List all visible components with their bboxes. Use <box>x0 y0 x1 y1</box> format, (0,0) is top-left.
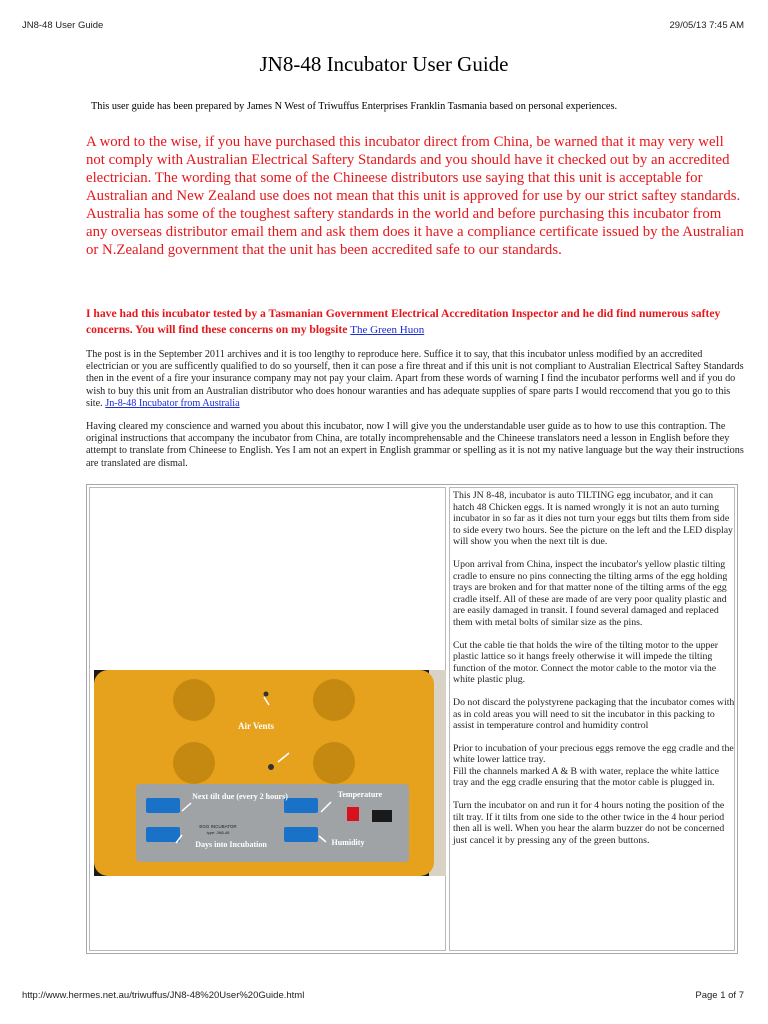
instructions-column <box>453 490 735 857</box>
instruction-paragraph: Turn the incubator on and run it for 4 hours noting the position of the tilt tray. If it tilts from one side to the other twice in the 4 hour period then all is well. When you hear the alarm buzzer do not be concerned just cancel it by pressing any of the green buttons. <box>453 800 725 846</box>
distributor-link[interactable]: Jn-8-48 Incubator from Australia <box>105 397 240 409</box>
air-vent-center <box>268 764 274 770</box>
tested-paragraph <box>86 306 746 338</box>
egg-window-2 <box>313 679 355 721</box>
print-footer-url: http://www.hermes.net.au/triwuffus/JN8-48%20User%20Guide.html <box>22 990 305 1001</box>
print-footer-page: Page 1 of 7 <box>695 990 744 1001</box>
power-socket <box>372 810 392 822</box>
egg-window-4 <box>313 742 355 784</box>
cleared-paragraph: Having cleared my conscience and warned you about this incubator, now I will give you the understandable user guide as to how to use this contraption. The original instructions that accompany the incubator from China, are totally incomprehensable and the Chineese translators need a lesson in English before they attempt to translate from Chineese to English. Yes I am not an expert in English grammar or spelling as it is not my native language but the way their instructions are translated are dismal. <box>86 421 744 469</box>
display-days <box>146 827 180 842</box>
print-header-datetime: 29/05/13 7:45 AM <box>669 20 744 31</box>
incubator-photo <box>94 670 446 876</box>
display-temperature <box>284 798 318 813</box>
panel-title: EGG INCUBATOR <box>199 824 237 829</box>
instruction-paragraph: Prior to incubation of your precious eggs remove the egg cradle and the white lower lattice tray. Fill the channels marked A & B with water, replace the white lattice tray and the egg cradle ensuring that the motor cable is plugged in. <box>453 742 734 789</box>
post-paragraph <box>86 349 746 410</box>
tested-text: I have had this incubator tested by a Tasmanian Government Electrical Accreditation Inspector and he did find numerous saftey concerns. You will find these concerns on my blogsite <box>86 307 721 336</box>
label-temperature: Temperature <box>337 790 383 799</box>
panel-type: type: JN8-48 <box>206 830 230 835</box>
display-humidity <box>284 827 318 842</box>
power-switch <box>347 807 359 821</box>
intro-paragraph: This user guide has been prepared by James N West of Triwuffus Enterprises Franklin Tasmania based on personal experiences. <box>91 101 618 112</box>
content-table <box>86 484 738 954</box>
instructions-cell <box>449 487 735 951</box>
instruction-paragraph: This JN 8-48, incubator is auto TILTING egg incubator, and it can hatch 48 Chicken eggs. It is named wrongly it is not an auto turning incubator in so far as it dies not turn your eggs but tilts them from side to side every two hours. See the picture on the left and the LED display will show you when the next tilt is due. <box>453 490 733 548</box>
post-text: The post is in the September 2011 archives and it is too lengthy to reproduce here. Suffice it to say, that this incubator unless modified by an accredited electrician or you are sufficently qualified to do so yourself, then it can pose a fire threat and if this unit is not compliant to Australian Electrical Saftey Standards then in the event of a fire your insurance company may not pay your claim. Apart from these words of warning I find the incubator performs well and if you do wish to buy this unit from an Australian distributor who does honour waranties and has adequate supplies of spare parts I would reccomend that you go to this site. <box>86 349 744 409</box>
label-humidity: Humidity <box>331 838 365 847</box>
green-huon-link[interactable]: The Green Huon <box>350 323 425 336</box>
label-air-vents: Air Vents <box>237 721 275 731</box>
display-next-tilt <box>146 798 180 813</box>
instruction-paragraph: Do not discard the polystyrene packaging that the incubator comes with as in cold areas you will need to sit the incubator in this packing to assist in temperature control and humidity control <box>453 696 735 732</box>
label-next-tilt: Next tilt due (every 2 hours) <box>192 792 288 801</box>
photo-cell <box>89 487 446 951</box>
print-header-title: JN8-48 User Guide <box>22 20 104 31</box>
incubator-photo-drawing <box>94 670 446 876</box>
egg-window-1 <box>173 679 215 721</box>
instruction-paragraph: Cut the cable tie that holds the wire of the tilting motor to the upper plastic lattice so it hangs freely otherwise it will impede the tilting function of the motor. Connect the motor cable to the motor via the white plastic plug. <box>453 639 718 686</box>
label-days: Days into Incubation <box>195 840 267 849</box>
egg-window-3 <box>173 742 215 784</box>
page-title: JN8-48 Incubator User Guide <box>259 52 509 76</box>
instruction-paragraph: Upon arrival from China, inspect the incubator's yellow plastic tilting cradle to ensure no pins connecting the tilting arms of the egg holding trays are broken and for that matter none of the tilting arms of the egg cradle itself. All of these are made of are very poor quality plastic and are easily damaged in transit. I found several damaged and replaced them with metal bolts of similar size as the pins. <box>453 558 728 628</box>
air-vent-top <box>264 692 269 697</box>
warning-paragraph: A word to the wise, if you have purchased this incubator direct from China, be warned that it may very well not comply with Australian Electrical Saftery Standards and you should have it checked out by an accredited electrician. The wording that some of the Chineese distributors use saying that this unit is acceptable for Australian and New Zealand use does not mean that this unit is approved for use by our strict saftey standards. Australia has some of the toughest saftery standards in the world and before purchasing this incubator from any overseas distributor email them and ask them does it have a compliance certificate issued by the Australian or N.Zealand government that the unit has been accredited safe to our standards. <box>86 134 744 258</box>
